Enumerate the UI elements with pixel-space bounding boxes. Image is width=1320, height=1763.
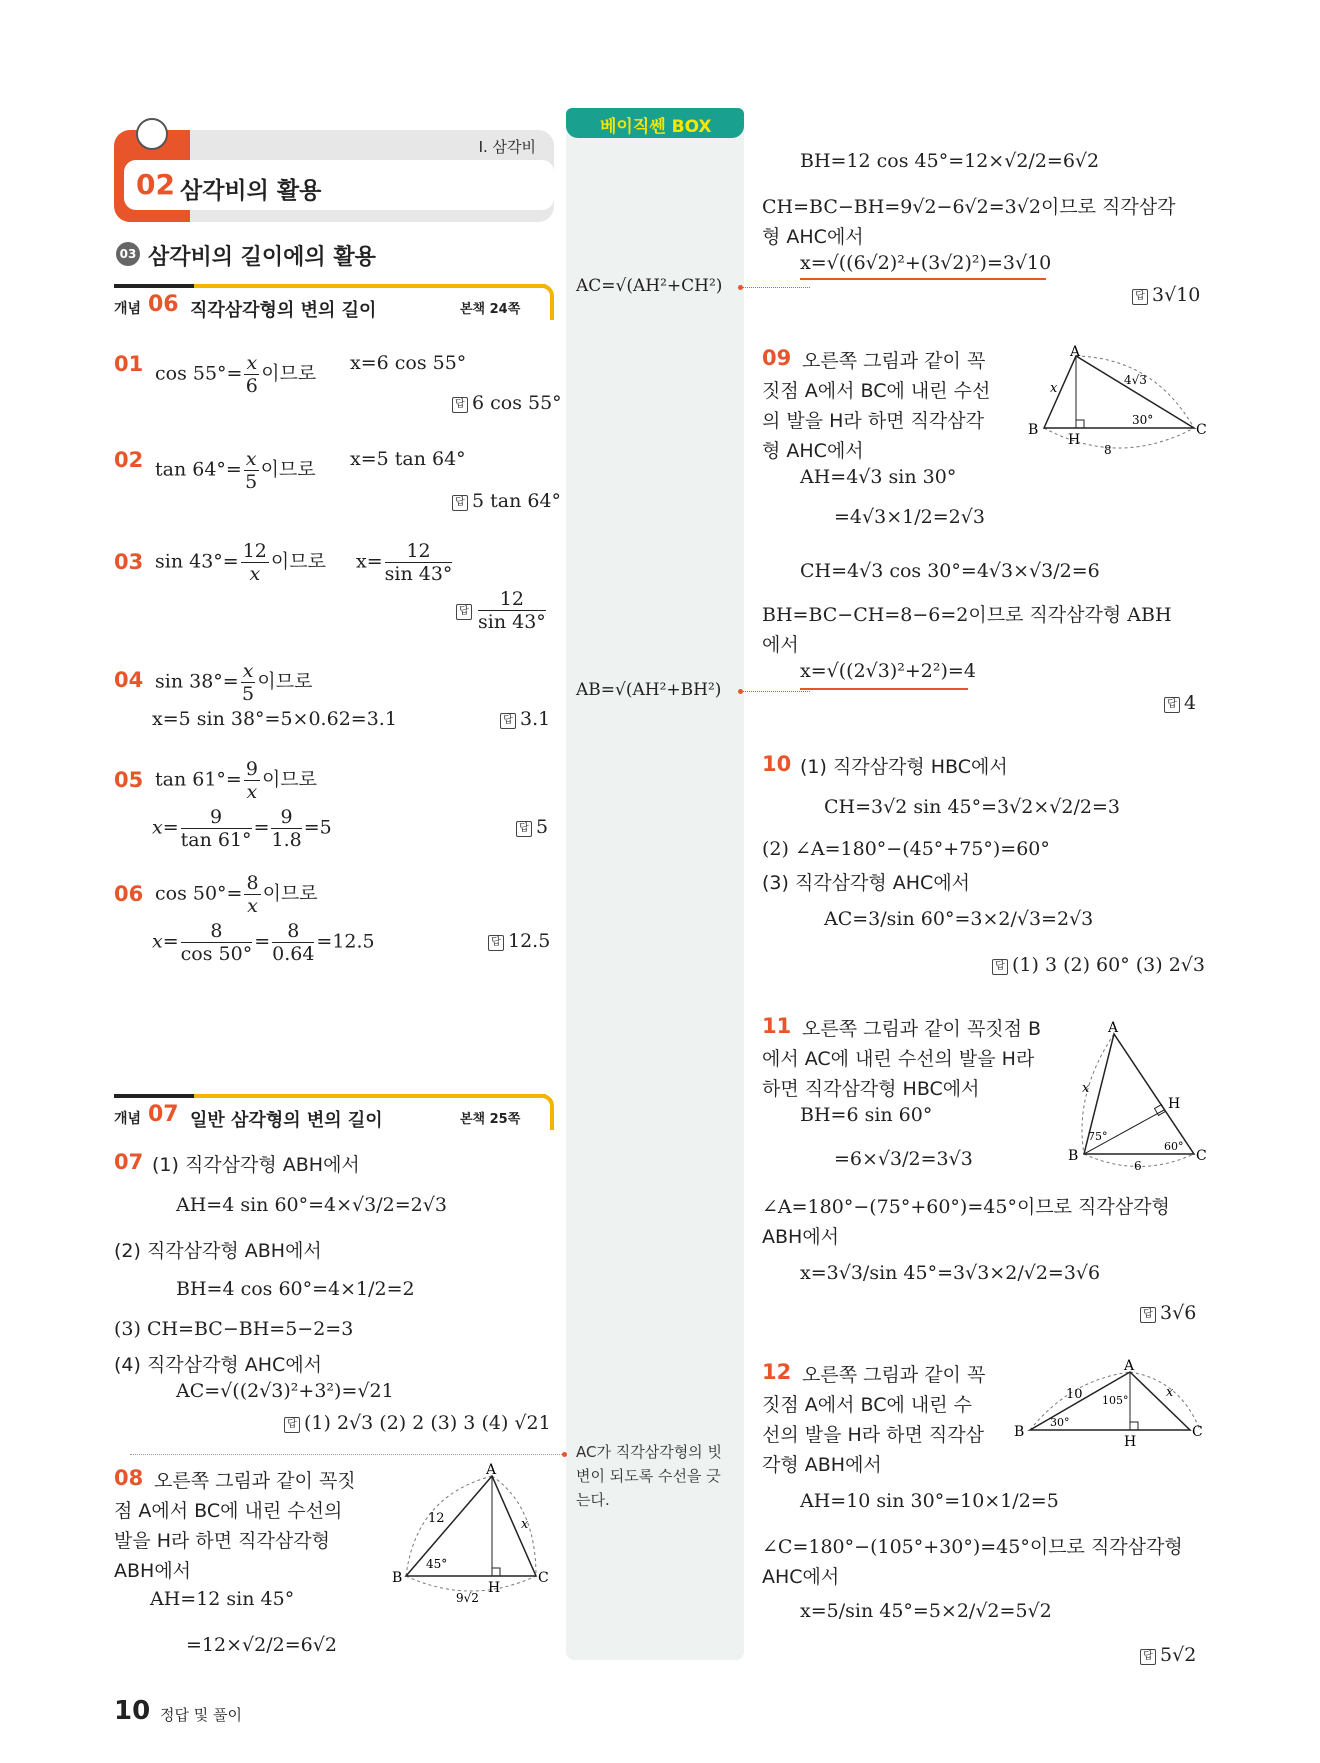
svg-text:x: x: [521, 1517, 529, 1532]
answer-09: 4: [1184, 692, 1197, 714]
answer-12: 5√2: [1160, 1644, 1197, 1666]
svg-text:C: C: [1196, 1148, 1207, 1164]
answer-02: 5 tan 64°: [472, 490, 562, 512]
subsection-title: 삼각비의 길이에의 활용: [148, 245, 376, 270]
sidebar-note-3: AC가 직각삼각형의 빗변이 되도록 수선을 긋는다.: [576, 1443, 722, 1509]
divider: [130, 1454, 566, 1455]
triangle-figure-12: [1010, 1360, 1210, 1460]
answer-07: (1) 2√3 (2) 2 (3) 3 (4) √21: [304, 1412, 551, 1434]
triangle-figure-08: [386, 1462, 556, 1606]
svg-text:10: 10: [1066, 1387, 1083, 1402]
section-header: [114, 130, 554, 222]
page-ref: 본책 24쪽: [460, 302, 521, 317]
answer-08: 3√10: [1152, 284, 1201, 306]
svg-text:30°: 30°: [1132, 413, 1154, 427]
triangle-figure-11: [1064, 1014, 1214, 1184]
chapter-label: Ⅰ. 삼각비: [478, 138, 536, 156]
svg-text:A: A: [486, 1462, 497, 1478]
svg-text:H: H: [1068, 432, 1081, 448]
sidebar-note-2: AB=√(AH²+BH²): [576, 680, 722, 700]
svg-text:B: B: [1028, 422, 1039, 438]
svg-text:x: x: [1050, 381, 1058, 396]
svg-text:6: 6: [1134, 1159, 1142, 1173]
svg-text:60°: 60°: [1164, 1140, 1184, 1153]
concept-bar-07: 개념 07 일반 삼각형의 변의 길이 본책 25쪽: [114, 1094, 554, 1130]
svg-text:x: x: [1166, 1385, 1174, 1400]
svg-text:12: 12: [428, 1511, 445, 1526]
svg-text:4√3: 4√3: [1124, 373, 1147, 387]
page-number: 10: [114, 1696, 151, 1726]
svg-text:75°: 75°: [1088, 1130, 1108, 1143]
svg-text:8: 8: [1104, 443, 1112, 457]
svg-text:H: H: [1168, 1096, 1181, 1112]
svg-text:B: B: [1068, 1148, 1079, 1164]
answer-11: 3√6: [1160, 1302, 1197, 1324]
subsection-badge: 03: [116, 242, 140, 266]
answer-04: 3.1: [520, 708, 551, 730]
svg-text:105°: 105°: [1102, 1394, 1129, 1407]
basic-box-sidebar: [566, 110, 744, 1660]
svg-text:9√2: 9√2: [456, 1591, 479, 1605]
section-number: 02: [136, 168, 175, 201]
svg-text:A: A: [1108, 1020, 1119, 1036]
section-title: 삼각비의 활용: [180, 178, 322, 204]
svg-text:A: A: [1070, 344, 1081, 360]
box-title: 베이직쎈 BOX: [600, 117, 712, 137]
svg-text:30°: 30°: [1050, 1416, 1070, 1429]
answer-05: 5: [536, 816, 549, 838]
svg-text:x: x: [1082, 1081, 1090, 1096]
mascot-icon: [136, 118, 168, 150]
answer-01: 6 cos 55°: [472, 392, 562, 414]
concept-bar-06: 개념 06 직각삼각형의 변의 길이 본책 24쪽: [114, 284, 554, 320]
sidebar-note-1: AC=√(AH²+CH²): [576, 276, 723, 296]
concept-title: 직각삼각형의 변의 길이: [190, 300, 377, 321]
svg-text:A: A: [1124, 1358, 1135, 1374]
answer-10: (1) 3 (2) 60° (3) 2√3: [1012, 954, 1205, 976]
triangle-figure-09: [1024, 344, 1207, 458]
svg-text:45°: 45°: [426, 1557, 448, 1571]
footer-label: 정답 및 풀이: [160, 1706, 242, 1724]
svg-text:H: H: [1124, 1434, 1137, 1450]
svg-text:B: B: [1014, 1424, 1025, 1440]
answer-06: 12.5: [508, 930, 551, 952]
svg-text:B: B: [392, 1570, 403, 1586]
svg-text:C: C: [538, 1570, 549, 1586]
svg-text:H: H: [488, 1580, 501, 1596]
svg-text:C: C: [1196, 422, 1207, 438]
svg-text:C: C: [1192, 1424, 1203, 1440]
